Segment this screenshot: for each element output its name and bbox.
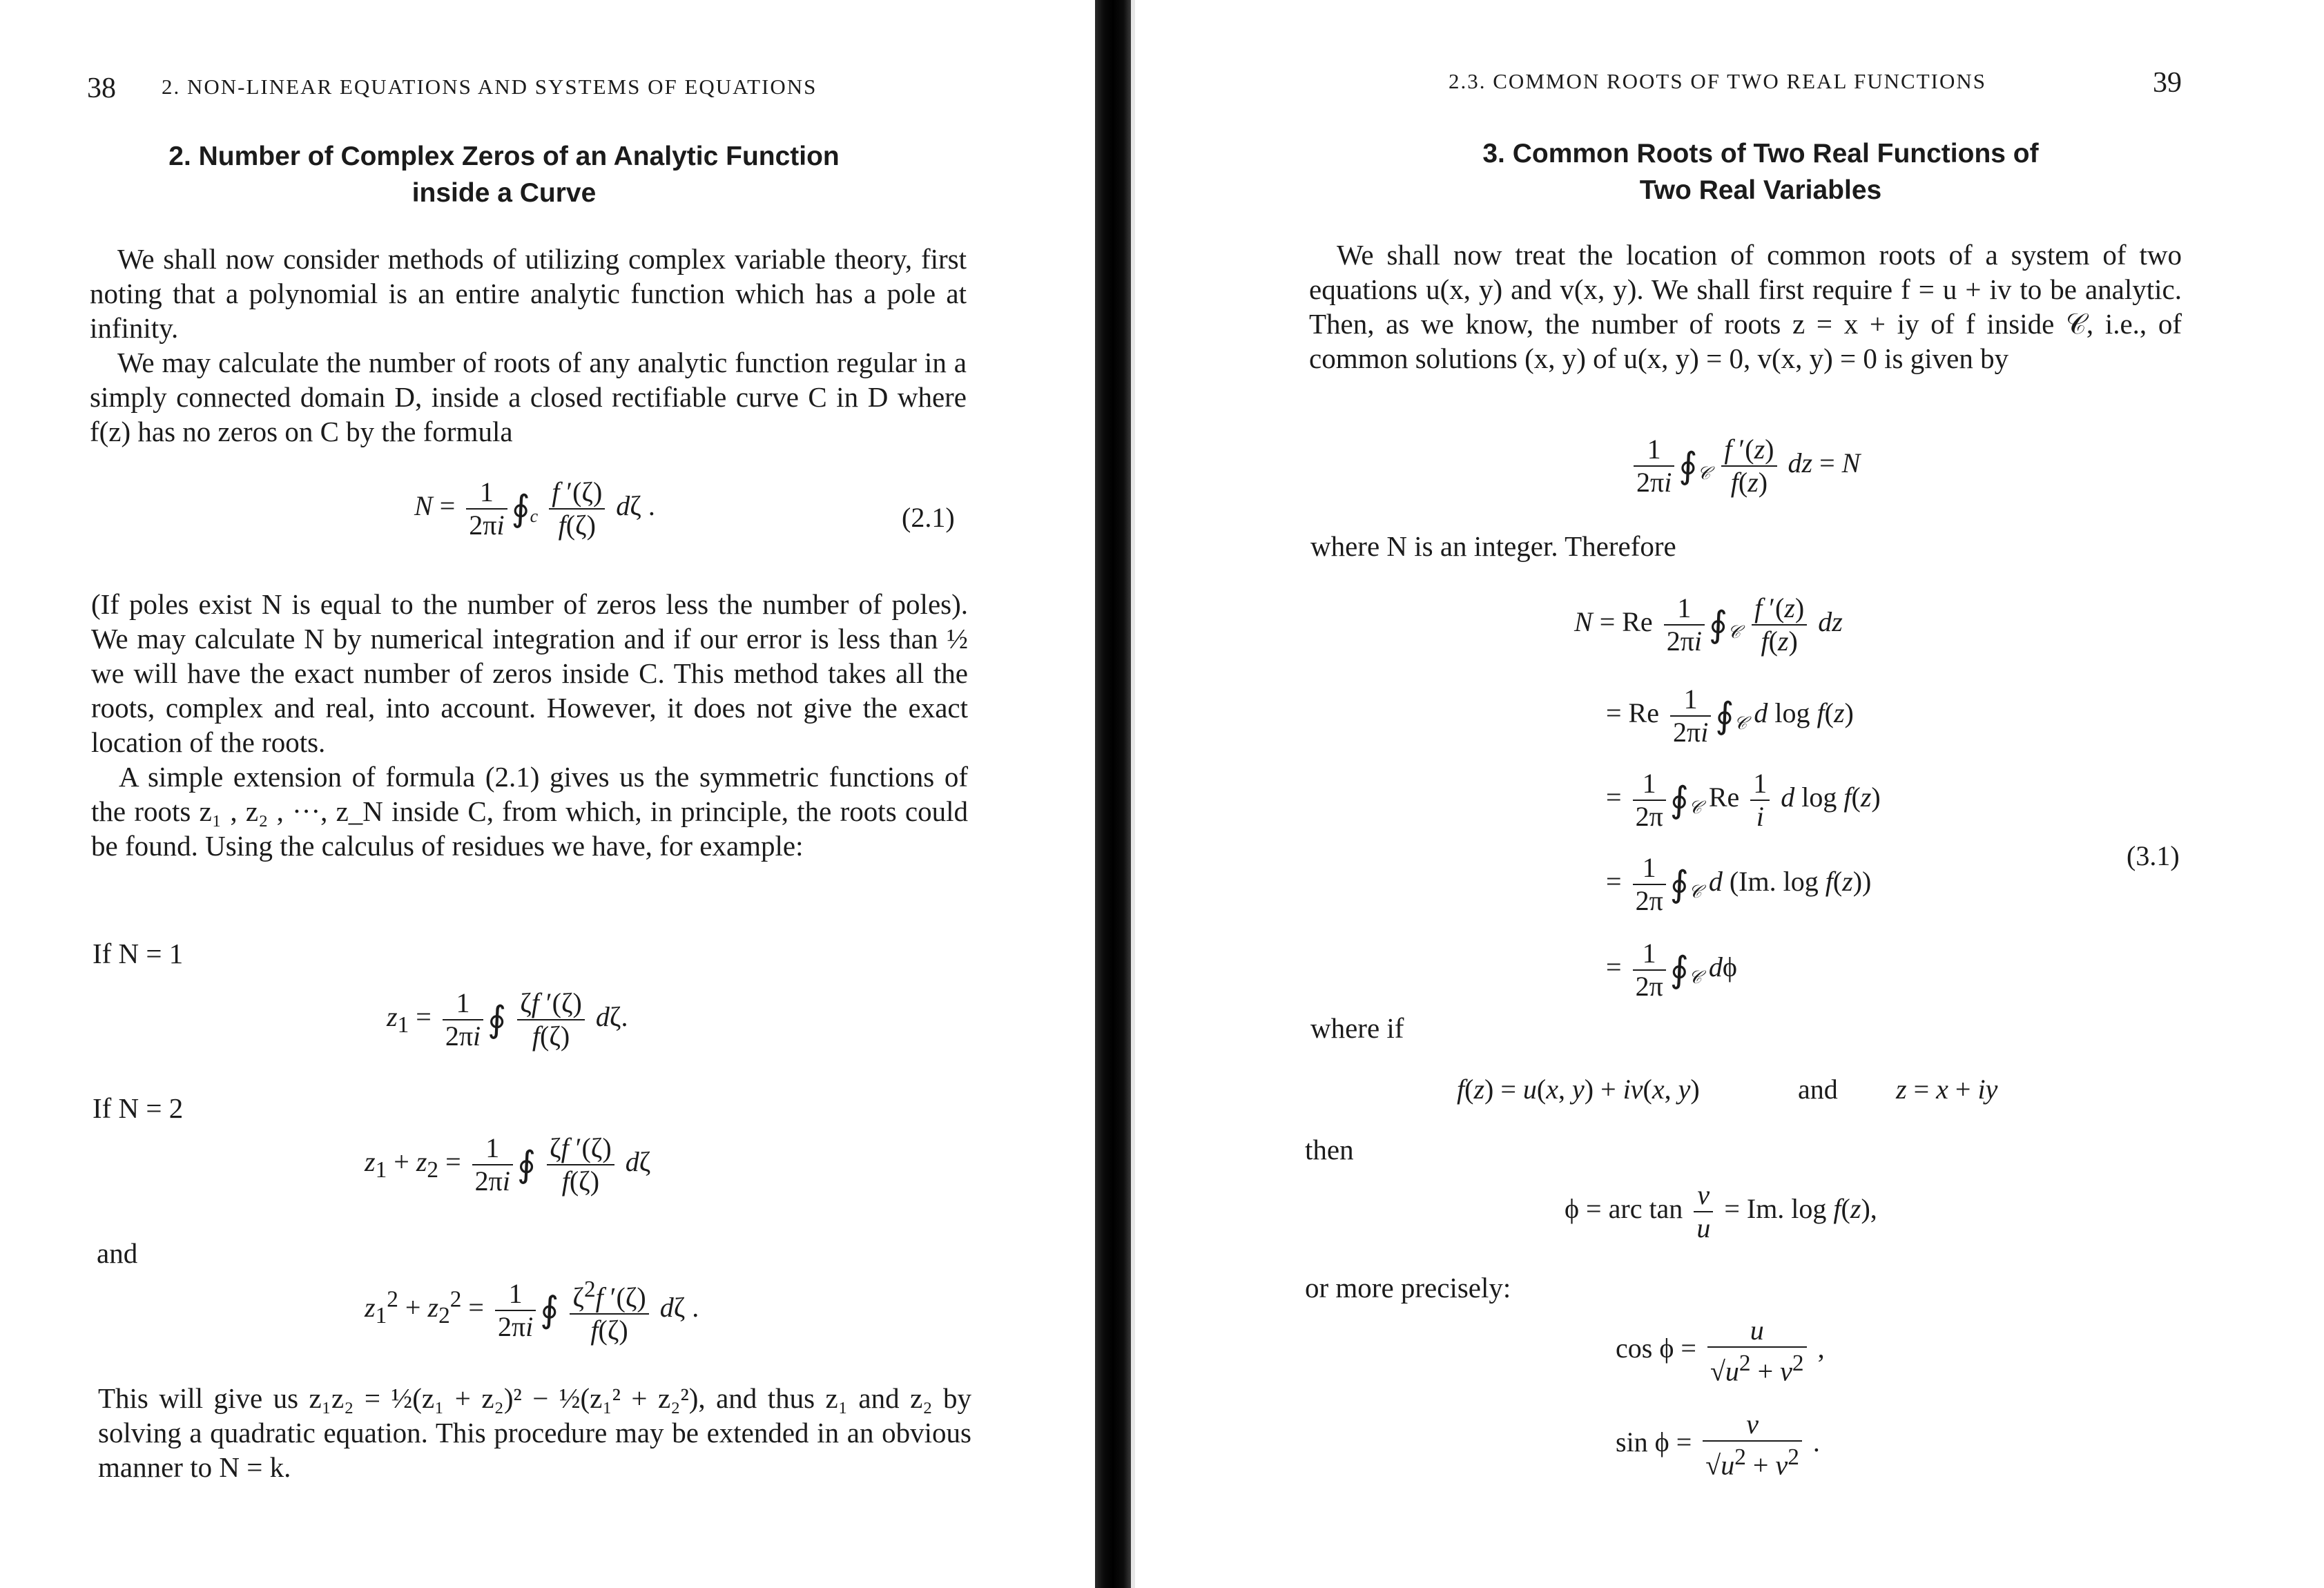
left-section-title-line1: 2. Number of Complex Zeros of an Analytic Function <box>168 142 840 171</box>
left-section-title <box>90 138 918 211</box>
then-label: then <box>1305 1134 1354 1165</box>
equation-z1sq-plus-z2sq: $z_1^2 + z_2^2$ = $\frac{1}{2\pi i}$ ∮ $\frac{\zeta^2f '(\zeta)}{f(\zeta)}$ dζ . <box>365 1277 699 1346</box>
right-section-title-line2: Two Real Variables <box>1639 175 1882 205</box>
equation-2-1-number: (2.1) <box>902 502 955 533</box>
left-section-title-line2: inside a Curve <box>411 178 597 208</box>
book-spine-gutter <box>1095 0 1131 1588</box>
equation-3-1-line4: = $\frac{1}{2\pi}$ $∮_𝒞$ d (Im. log f(z)) <box>1606 852 1872 916</box>
spine-edge-shadow <box>1131 0 1135 1588</box>
left-para-1: We shall now consider methods of utilizing complex variable theory, first noting that a polynomial is an entire analytic function which has a pole at infinity. <box>90 243 967 344</box>
right-section-title <box>1312 135 2209 209</box>
if-n-equals-1: If N = 1 <box>93 938 184 969</box>
equation-f-definition: f(z) = u(x, y) + iv(x, y) <box>1457 1074 1700 1105</box>
right-para-1: We shall now treat the location of common roots of a system of two equations u(x, y) and v(x, y). We shall first require f = u + iv to be analytic. Then, as we know, the number of roots z = x + iy of f inside 𝒞, i.e., of common solutions (x, y) of u(x, y) = 0, v(x, y) = 0 is given by <box>1309 239 2182 374</box>
equation-z1: $z_1$ = $\frac{1}{2\pi i}$ ∮ $\frac{\zeta f '(\zeta)}{f(\zeta)}$ dζ. <box>387 987 628 1052</box>
where-n-integer: where N is an integer. Therefore <box>1310 530 1676 562</box>
equation-cos-phi: cos ϕ = $\frac{u}{√u^2 + v^2}$ , <box>1616 1315 1825 1387</box>
equation-z1-plus-z2: $z_1 + z_2$ = $\frac{1}{2\pi i}$ ∮ $\frac{\zeta f '(\zeta)}{f(\zeta)}$ dζ <box>365 1132 651 1197</box>
equation-3-1-line3: = $\frac{1}{2\pi}$ $∮_𝒞$ Re $\frac{1}{i}$ d log f(z) <box>1606 768 1881 832</box>
where-if-label: where if <box>1310 1012 1404 1044</box>
equation-phi: ϕ = arc tan $\frac{v}{u}$ = Im. log f(z), <box>1565 1179 1877 1243</box>
or-more-precisely: or more precisely: <box>1305 1272 1511 1304</box>
if-n-equals-2: If N = 2 <box>93 1092 184 1124</box>
left-para-2: We may calculate the number of roots of any analytic function regular in a simply connected domain D, inside a closed rectifiable curve C in D where f(z) has no zeros on C by the formula <box>90 347 967 447</box>
left-para-5: This will give us z₁z₂ = ½(z₁ + z₂)² − ½(z₁² + z₂²), and thus z₁ and z₂ by solving a quadratic equation. This procedure may be extended in an obvious manner to N = k. <box>98 1382 971 1483</box>
equation-2-1: N = $\frac{1}{2\pi i}$ $∮_c$ $\frac{f '(\zeta)}{f(\zeta)}$ dζ . <box>414 476 655 541</box>
equation-z-definition: z = x + iy <box>1896 1074 1998 1105</box>
equation-sin-phi: sin ϕ = $\frac{v}{√u^2 + v^2}$ . <box>1616 1408 1820 1481</box>
equation-3-1-number: (3.1) <box>2127 840 2180 871</box>
equation-3-1-line1: N = Re $\frac{1}{2\pi i}$ $∮_𝒞$ $\frac{f '(z)}{f(z)}$ dz <box>1574 592 1843 657</box>
left-running-head: 2. NON-LINEAR EQUATIONS AND SYSTEMS OF EQUATIONS <box>162 75 817 99</box>
and-label: and <box>97 1237 138 1269</box>
equation-3-1-line2: = Re $\frac{1}{2\pi i}$ $∮_𝒞$ d log f(z) <box>1606 684 1854 748</box>
left-page-number: 38 <box>87 72 116 104</box>
equation-3-1-line5: = $\frac{1}{2\pi}$ $∮_𝒞$ dϕ <box>1606 938 1737 1002</box>
and-word: and <box>1798 1074 1838 1105</box>
right-running-head: 2.3. COMMON ROOTS OF TWO REAL FUNCTIONS <box>1449 69 1986 93</box>
equation-count-n: $\frac{1}{2\pi i}$ $∮_𝒞$ $\frac{f '(z)}{f(z)}$ dz = N <box>1629 434 1860 498</box>
right-page-number: 39 <box>2153 67 2182 99</box>
right-section-title-line1: 3. Common Roots of Two Real Functions of <box>1482 139 2039 168</box>
left-para-4: A simple extension of formula (2.1) gives us the symmetric functions of the roots z₁ , z₂ , ···, z_N inside C, from which, in principle, the roots could be found. Using the calculus of residues we have, for example: <box>91 761 968 862</box>
left-para-3: (If poles exist N is equal to the number of zeros less the number of poles). We may calculate N by numerical integration and if our error is less than ½ we will have the exact number of zeros inside C. This method takes all the roots, complex and real, into account. However, it does not give the exact location of the roots. <box>91 588 968 758</box>
